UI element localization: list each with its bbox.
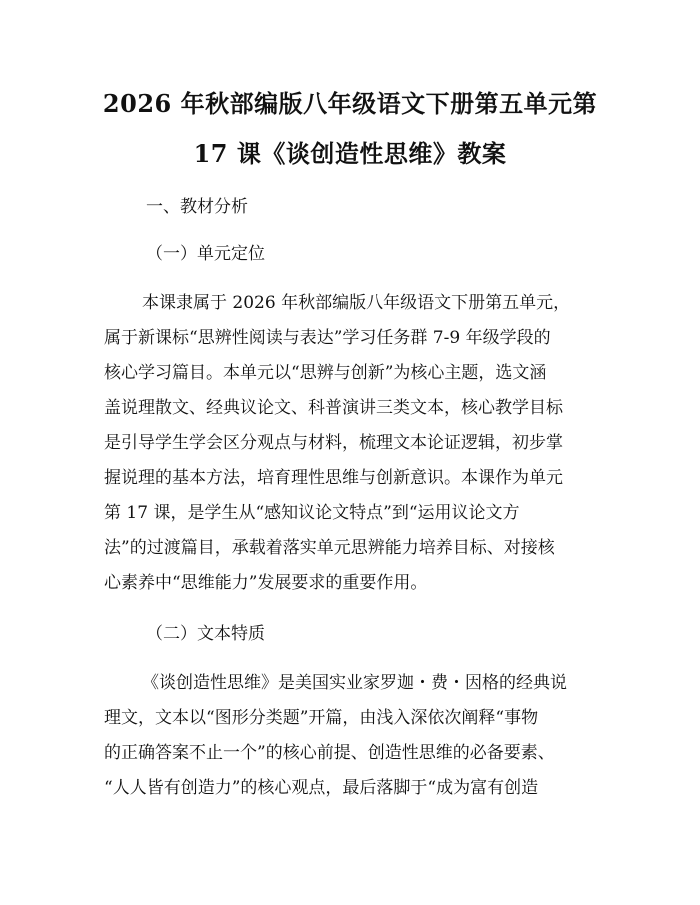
document-title-line-2: 17 课《谈创造性思维》教案 xyxy=(193,139,507,168)
subsection-heading-text-features: （二）文本特质 xyxy=(146,624,265,644)
paragraph-line: 心素养中“思维能力”发展要求的重要作用。 xyxy=(104,573,428,593)
paragraph-line: 核心学习篇目。本单元以“思辨与创新”为核心主题，选文涵 xyxy=(104,363,547,383)
paragraph-line: 法”的过渡篇目，承载着落实单元思辨能力培养目标、对接核 xyxy=(104,538,555,558)
paragraph-line: “人人皆有创造力”的核心观点，最后落脚于“成为富有创造 xyxy=(104,778,539,798)
section-heading-analysis: 一、教材分析 xyxy=(146,197,248,217)
paragraph-line: 的正确答案不止一个”的核心前提、创造性思维的必备要素、 xyxy=(104,743,555,763)
paragraph-line: 握说理的基本方法，培育理性思维与创新意识。本课作为单元 xyxy=(104,468,563,488)
paragraph-line: 第 17 课，是学生从“感知议论文特点”到“运用议论文方 xyxy=(104,503,520,523)
paragraph-line: 本课隶属于 2026 年秋部编版八年级语文下册第五单元， xyxy=(142,293,571,313)
subsection-heading-unit-position: （一）单元定位 xyxy=(146,244,265,264)
document-title-line-1: 2026 年秋部编版八年级语文下册第五单元第 xyxy=(102,89,598,118)
paragraph-line: 属于新课标“思辨性阅读与表达”学习任务群 7-9 年级学段的 xyxy=(104,328,551,348)
paragraph-line: 盖说理散文、经典议论文、科普演讲三类文本，核心教学目标 xyxy=(104,398,563,418)
paragraph-line: 理文，文本以“图形分类题”开篇，由浅入深依次阐释“事物 xyxy=(104,708,539,728)
paragraph-line: 《谈创造性思维》是美国实业家罗迦・费・因格的经典说 xyxy=(142,673,567,693)
paragraph-line: 是引导学生学会区分观点与材料，梳理文本论证逻辑，初步掌 xyxy=(104,433,563,453)
